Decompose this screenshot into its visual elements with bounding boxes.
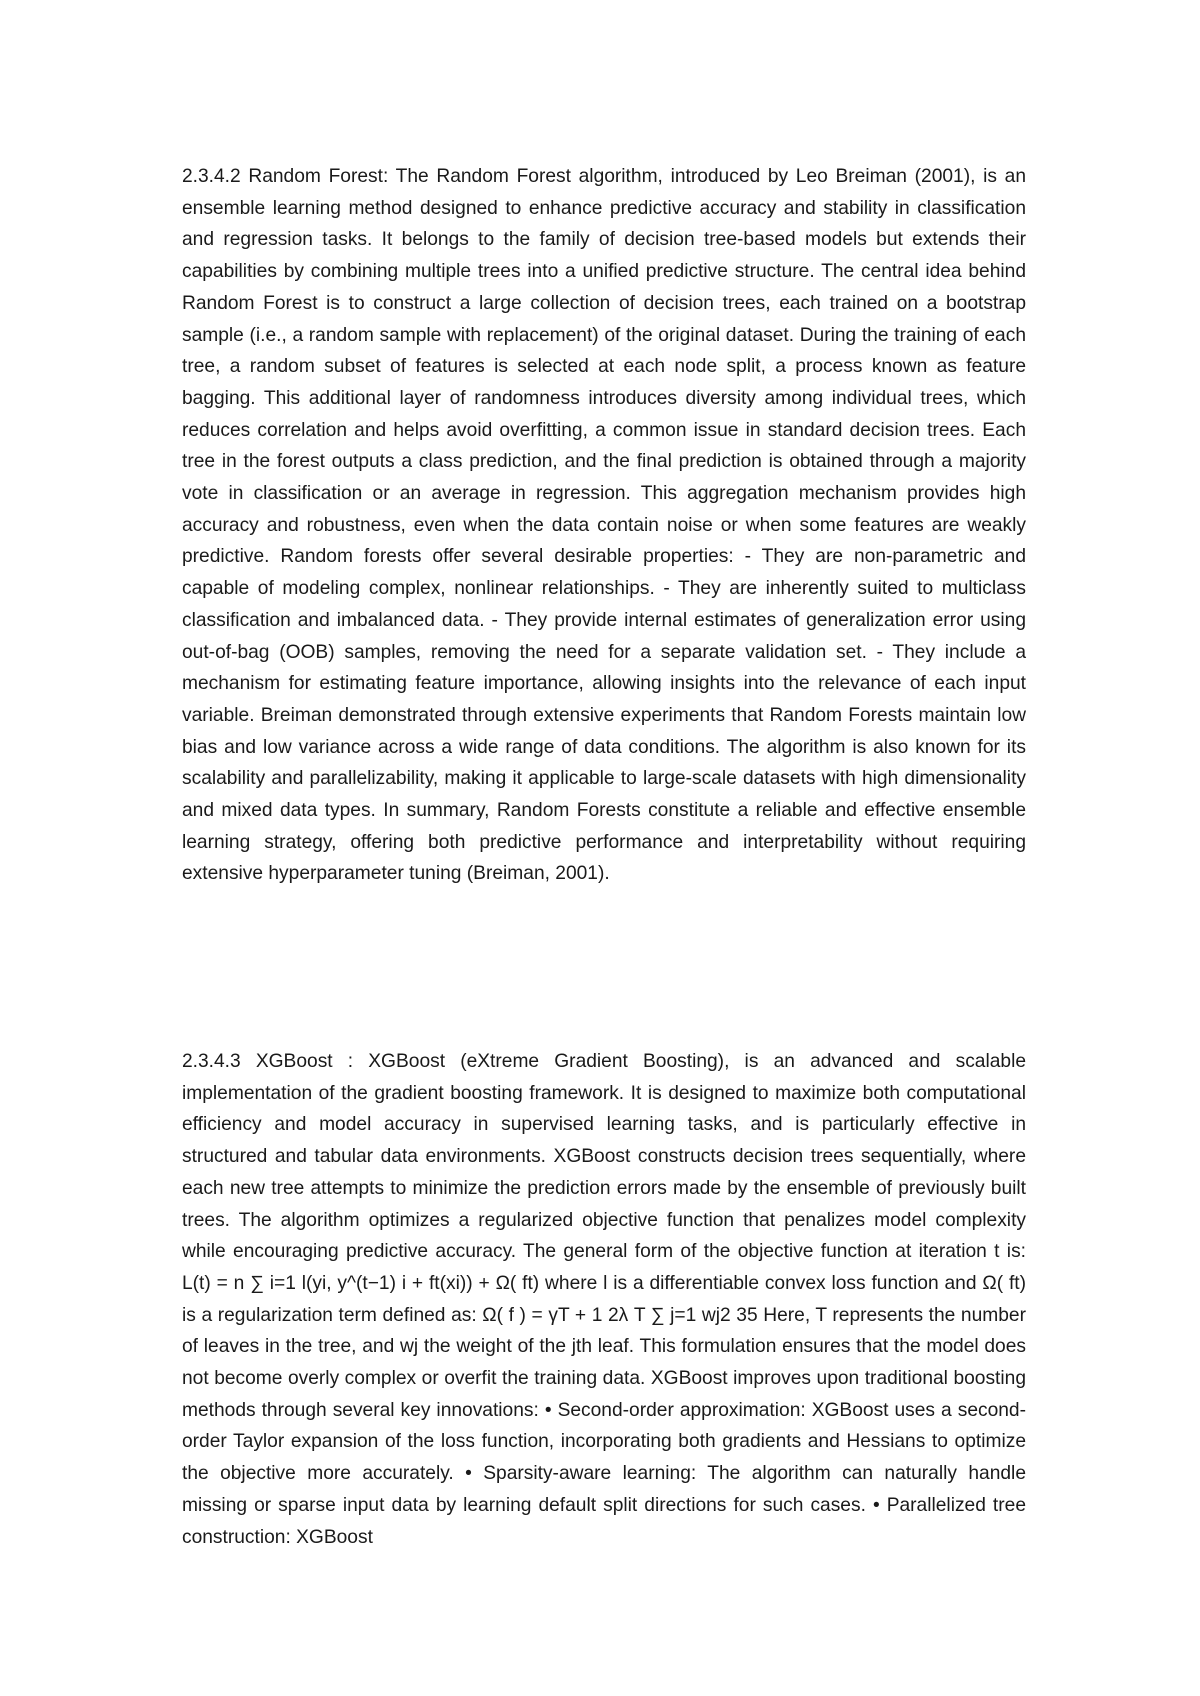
paragraph-xgboost: 2.3.4.3 XGBoost : XGBoost (eXtreme Gradient Boosting), is an advanced and scalable implementation of the gradient boosting framework. It is designed to maximize both computational efficiency and model accuracy in supervised learning tasks, and is particularly effective in structured and tabular data environments. XGBoost constructs decision trees sequentially, where each new tree attempts to minimize the prediction errors made by the ensemble of previously built trees. The algorithm optimizes a regularized objective function that penalizes model complexity while encouraging predictive accuracy. The general form of the objective function at iteration t is: L(t) = n ∑ i=1 l(yi, y^(t−1) i + ft(xi)) + Ω( ft) where l is a differentiable convex loss function and Ω( ft) is a regularization term defined as: Ω( f ) = γT + 1 2λ T ∑ j=1 wj2 35 Here, T represents the number of leaves in the tree, and wj the weight of the jth leaf. This formulation ensures that the model does not become overly complex or overfit the training data. XGBoost improves upon traditional boosting methods through several key innovations: • Second-order approximation: XGBoost uses a second-order Taylor expansion of the loss function, incorporating both gradients and Hessians to optimize the objective more accurately. • Sparsity-aware learning: The algorithm can naturally handle missing or sparse input data by learning default split directions for such cases. • Parallelized tree construction: XGBoost (182, 1051, 1026, 1548)
paragraph-random-forest: 2.3.4.2 Random Forest: The Random Forest algorithm, introduced by Leo Breiman (2001), is an ensemble learning method designed to enhance predictive accuracy and stability in classification and regression tasks. It belongs to the family of decision tree-based models but extends their capabilities by combining multiple trees into a unified predictive structure. The central idea behind Random Forest is to construct a large collection of decision trees, each trained on a bootstrap sample (i.e., a random sample with replacement) of the original dataset. During the training of each tree, a random subset of features is selected at each node split, a process known as feature bagging. This additional layer of randomness introduces diversity among individual trees, which reduces correlation and helps avoid overfitting, a common issue in standard decision trees. Each tree in the forest outputs a class prediction, and the final prediction is obtained through a majority vote in classification or an average in regression. This aggregation mechanism provides high accuracy and robustness, even when the data contain noise or when some features are weakly predictive. Random forests offer several desirable properties: - They are non-parametric and capable of modeling complex, nonlinear relationships. - They are inherently suited to multiclass classification and imbalanced data. - They provide internal estimates of generalization error using out-of-bag (OOB) samples, removing the need for a separate validation set. - They include a mechanism for estimating feature importance, allowing insights into the relevance of each input variable. Breiman demonstrated through extensive experiments that Random Forests maintain low bias and low variance across a wide range of data conditions. The algorithm is also known for its scalability and parallelizability, making it applicable to large-scale datasets with high dimensionality and mixed data types. In summary, Random Forests constitute a reliable and effective ensemble learning strategy, offering both predictive performance and interpretability without requiring extensive hyperparameter tuning (Breiman, 2001). (182, 166, 1026, 885)
